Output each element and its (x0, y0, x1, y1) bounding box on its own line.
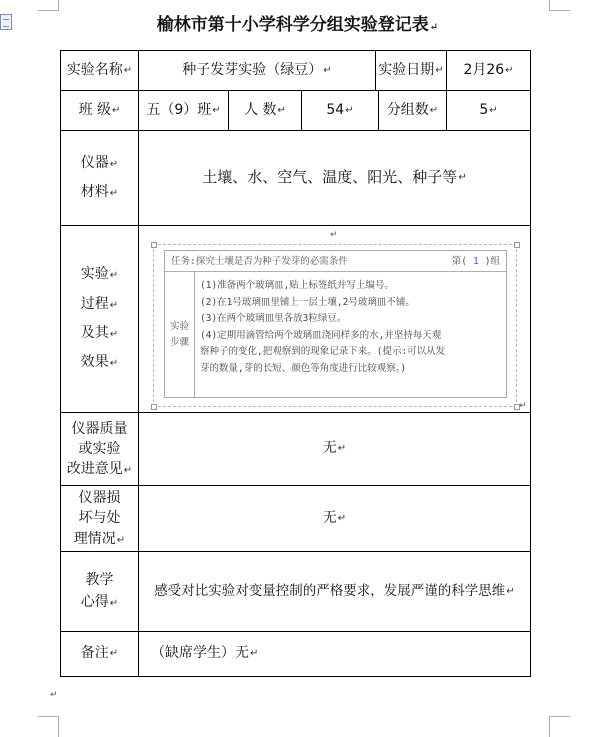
step-line: 芽的数量,芽的长短、颜色等角度进行比较观察。) (200, 362, 407, 374)
step-line: (4)定期用滴管给两个玻璃皿浇同样多的水,并坚持每天观 (200, 329, 442, 341)
step-line: 察种子的变化,把观察到的现象记录下来。(提示:可以从发 (200, 346, 446, 357)
damage-label: 仪器损 坏与处 理情况↵ (73, 490, 126, 547)
group-indicator: 第( 1 )组 (451, 256, 500, 267)
task-title: 任务:探究土壤是否为种子发芽的必需条件 (171, 256, 348, 267)
equipment-label: 仪器↵ 材料↵ (80, 154, 119, 200)
step-line: (3)在两个玻璃皿里各放3粒绿豆。 (200, 313, 347, 324)
teaching-label: 教学 心得↵ (80, 571, 119, 610)
resize-handle[interactable] (151, 242, 157, 248)
task-card-header (165, 251, 506, 272)
page-corner-mark (38, 716, 59, 737)
paragraph-mark: ↵ (429, 22, 439, 33)
teaching-value[interactable]: 感受对比实验对变量控制的严格要求，发展严谨的科学思维 ↵ (154, 583, 515, 600)
steps-label: 实验 步骤 (165, 272, 195, 397)
resize-handle[interactable] (151, 404, 157, 410)
remarks-value[interactable]: （缺席学生）无 ↵ (151, 645, 259, 662)
people-count-value[interactable]: 54 ↵ (326, 101, 354, 118)
class-value[interactable]: 五（9）班 ↵ (146, 101, 221, 118)
class-label: 班 级 ↵ (78, 101, 121, 118)
quality-value[interactable]: 无 ↵ (322, 440, 347, 457)
quality-label: 仪器质量 或实验 改进意见↵ (66, 420, 133, 478)
experiment-date-value[interactable]: 2月26 ↵ (463, 61, 514, 78)
step-line: (2)在1号玻璃皿里铺上一层土壤,2号玻璃皿不铺。 (200, 296, 415, 308)
resize-handle[interactable] (514, 242, 520, 248)
group-count-label: 分组数 ↵ (386, 101, 439, 118)
paragraph-mark: ↵ (330, 230, 338, 240)
experiment-name-label: 实验名称 ↵ (66, 61, 133, 78)
steps-list (200, 278, 502, 377)
step-line: (1)准备两个玻璃皿,贴上标签纸并写上编号。 (200, 280, 394, 291)
page-title: 榆林市第十小学科学分组实验登记表↵ (156, 15, 439, 35)
process-label: 实验↵ 过程↵ 及其↵ 效果↵ (80, 266, 119, 371)
task-card-image (164, 250, 507, 398)
equipment-value[interactable]: 土壤、水、空气、温度、阳光、种子等 ↵ (202, 168, 467, 187)
damage-value[interactable]: 无 ↵ (322, 509, 347, 526)
remarks-label: 备注 ↵ (80, 645, 119, 662)
experiment-name-value[interactable]: 种子发芽实验（绿豆） ↵ (182, 61, 332, 78)
page-corner-mark (549, 716, 570, 737)
paragraph-mark: ↵ (50, 690, 58, 700)
paragraph-mark: ↵ (519, 401, 527, 411)
people-count-label: 人 数 ↵ (244, 101, 286, 118)
experiment-date-label: 实验日期 ↵ (378, 61, 444, 78)
group-count-value[interactable]: 5 ↵ (479, 101, 498, 118)
